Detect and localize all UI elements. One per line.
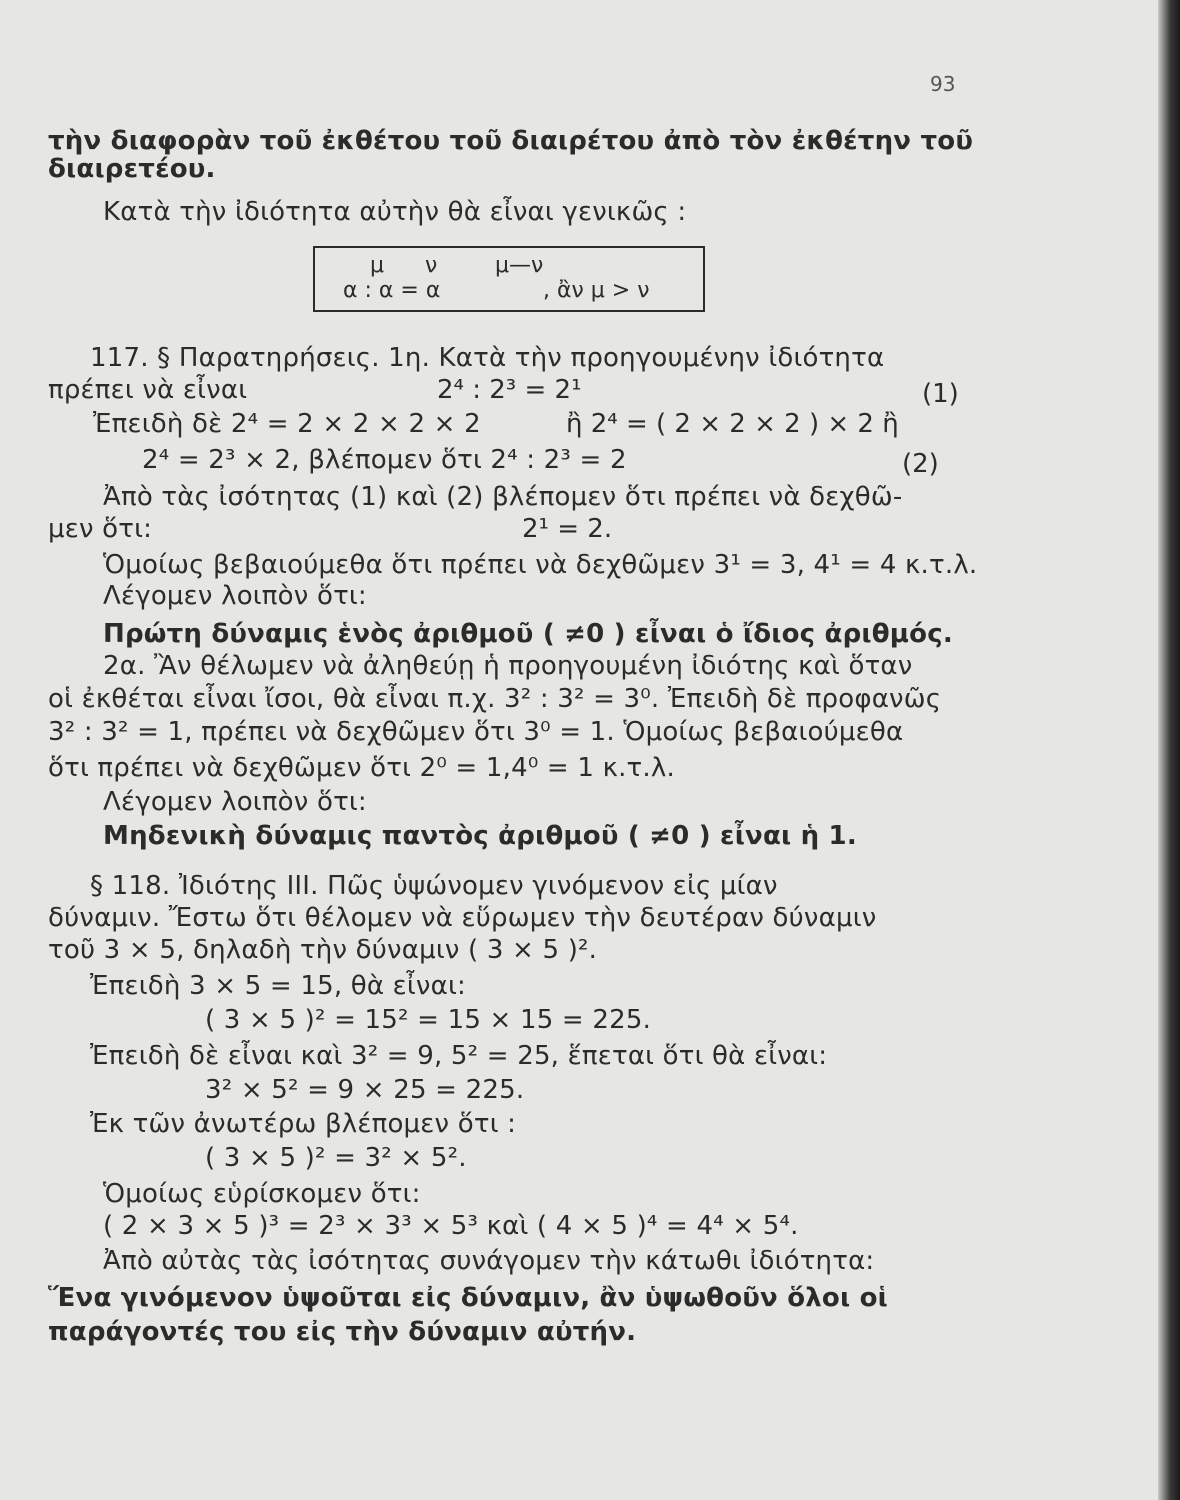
text-line: 2⁴ = 2³ × 2, βλέπομεν ὅτι 2⁴ : 2³ = 2	[142, 445, 627, 475]
bold-rule: Μηδενικὴ δύναμις παντὸς ἀριθμοῦ ( ≠0 ) εἶναι ἡ 1.	[103, 821, 857, 851]
text-line: Ἀπὸ τὰς ἰσότητας (1) καὶ (2) βλέπομεν ὅτι πρέπει νὰ δεχθῶ-	[103, 482, 903, 512]
formula-exponent-n: ν	[425, 253, 438, 278]
text-line: δύναμιν. Ἔστω ὅτι θέλομεν νὰ εὕρωμεν τὴν δευτέραν δύναμιν	[48, 903, 877, 933]
equation: 2⁴ : 2³ = 2¹	[437, 375, 582, 405]
text-line: τὴν διαφορὰν τοῦ ἐκθέτου τοῦ διαιρέτου ἀπὸ τὸν ἐκθέτην τοῦ	[48, 126, 974, 156]
bold-rule: παράγοντές του εἰς τὴν δύναμιν αὐτήν.	[48, 1317, 637, 1347]
section-heading-118: § 118. Ἰδιότης III. Πῶς ὑψώνομεν γινόμενον εἰς μίαν	[90, 871, 778, 901]
text-line: Ὁμοίως εὑρίσκομεν ὅτι:	[103, 1179, 421, 1209]
text-line: Ἐπειδὴ 3 × 5 = 15, θὰ εἶναι:	[90, 971, 466, 1001]
equation: ( 2 × 3 × 5 )³ = 2³ × 3³ × 5³ καὶ ( 4 × 5 )⁴ = 4⁴ × 5⁴.	[103, 1211, 799, 1241]
text-line: διαιρετέου.	[48, 154, 216, 184]
equation-ref-2: (2)	[902, 449, 939, 479]
text-line: Ἐπειδὴ δὲ 2⁴ = 2 × 2 × 2 × 2	[93, 409, 481, 439]
text-line: Ἀπὸ αὐτὰς τὰς ἰσότητας συνάγομεν τὴν κάτωθι ἰδιότητα:	[103, 1246, 875, 1276]
text-line: Ἐκ τῶν ἀνωτέρω βλέπομεν ὅτι :	[90, 1109, 517, 1139]
text-line: 3² : 3² = 1, πρέπει νὰ δεχθῶμεν ὅτι 3⁰ = 1. Ὁμοίως βεβαιούμεθα	[48, 717, 904, 747]
equation: 3² × 5² = 9 × 25 = 225.	[205, 1075, 525, 1105]
text-line: 2α. Ἂν θέλωμεν νὰ ἀληθεύῃ ἡ προηγουμένη ἰδιότης καὶ ὅταν	[103, 651, 913, 681]
formula-exponent-m: μ	[370, 253, 384, 278]
text-line: Λέγομεν λοιπὸν ὅτι:	[103, 787, 367, 817]
formula-condition: , ἂν μ > ν	[543, 278, 650, 303]
formula-box	[313, 246, 705, 312]
equation: ( 3 × 5 )² = 15² = 15 × 15 = 225.	[205, 1005, 652, 1035]
text-line: πρέπει νὰ εἶναι	[48, 375, 248, 405]
bold-rule: Ἕνα γινόμενον ὑψοῦται εἰς δύναμιν, ἂν ὑψωθοῦν ὅλοι οἱ	[48, 1283, 888, 1313]
text-line: τοῦ 3 × 5, δηλαδὴ τὴν δύναμιν ( 3 × 5 )².	[48, 935, 598, 965]
text-line: Ἐπειδὴ δὲ εἶναι καὶ 3² = 9, 5² = 25, ἕπεται ὅτι θὰ εἶναι:	[90, 1041, 828, 1071]
equation-ref-1: (1)	[922, 379, 959, 409]
equation: ( 3 × 5 )² = 3² × 5².	[205, 1143, 467, 1173]
text-line: οἱ ἐκθέται εἶναι ἴσοι, θὰ εἶναι π.χ. 3² : 3² = 3⁰. Ἐπειδὴ δὲ προφανῶς	[48, 684, 942, 714]
formula-bases: α : α = α	[343, 278, 441, 303]
text-line: ἢ 2⁴ = ( 2 × 2 × 2 ) × 2 ἢ	[566, 409, 899, 439]
formula-exponent-m-minus-n: μ—ν	[495, 253, 544, 278]
equation: 2¹ = 2.	[522, 514, 613, 544]
page-number: 93	[930, 72, 956, 96]
text-line: ὅτι πρέπει νὰ δεχθῶμεν ὅτι 2⁰ = 1,4⁰ = 1 κ.τ.λ.	[48, 753, 675, 783]
section-heading-117: 117. § Παρατηρήσεις. 1η. Κατὰ τὴν προηγουμένην ἰδιότητα	[90, 343, 885, 373]
bold-rule: Πρώτη δύναμις ἑνὸς ἀριθμοῦ ( ≠0 ) εἶναι ὁ ἴδιος ἀριθμός.	[103, 619, 953, 649]
text-line: μεν ὅτι:	[48, 514, 153, 544]
text-line: Λέγομεν λοιπὸν ὅτι:	[103, 581, 367, 611]
text-line: Κατὰ τὴν ἰδιότητα αὐτὴν θὰ εἶναι γενικῶς :	[103, 197, 687, 227]
text-line: Ὁμοίως βεβαιούμεθα ὅτι πρέπει νὰ δεχθῶμεν 3¹ = 3, 4¹ = 4 κ.τ.λ.	[103, 550, 978, 580]
